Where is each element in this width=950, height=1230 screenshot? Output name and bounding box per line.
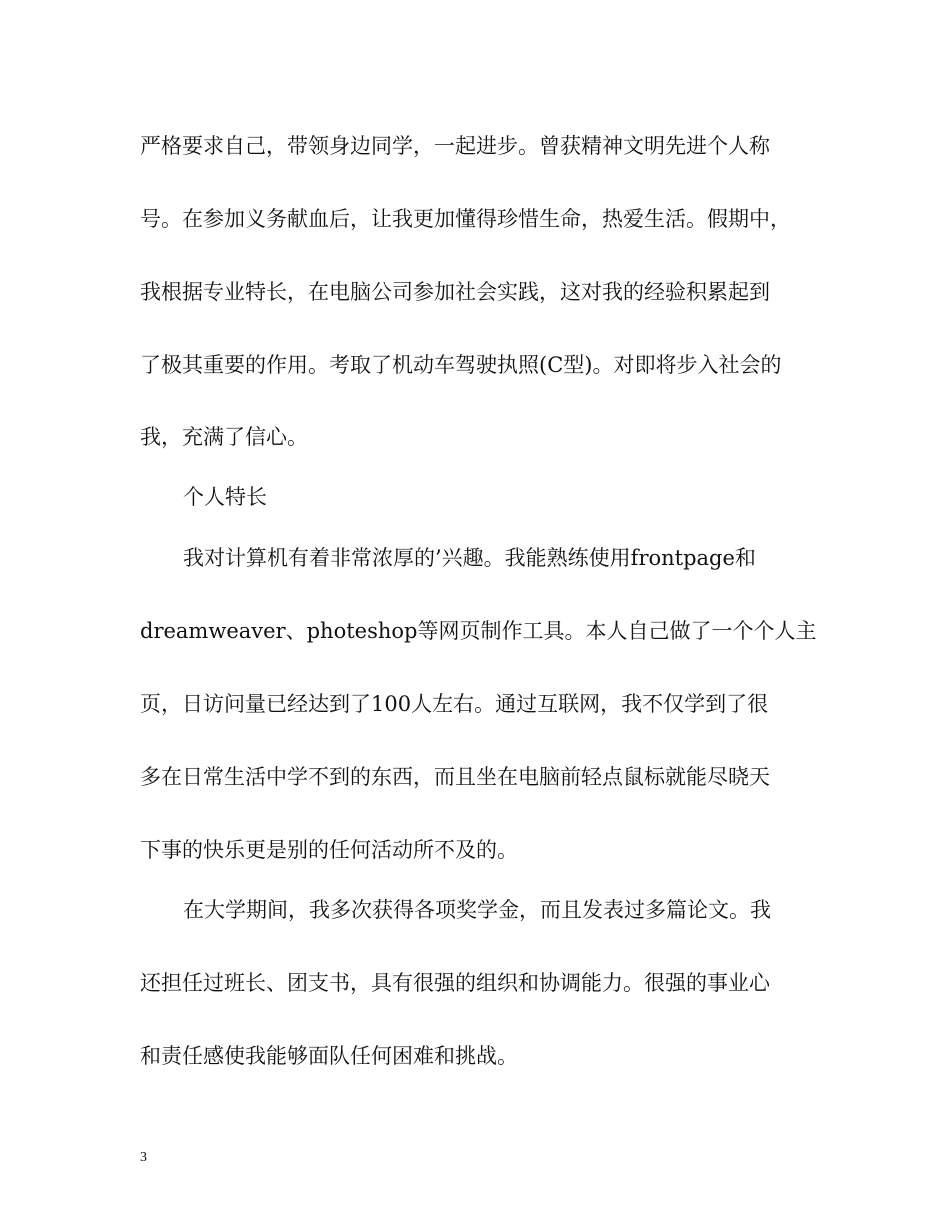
section-heading: 个人特长 <box>183 485 267 509</box>
paragraph-line: 我，充满了信心。 <box>140 425 308 449</box>
paragraph-line: dreamweaver、photeshop等网页制作工具。本人自己做了一个个人主 <box>140 619 817 643</box>
paragraph-line: 严格要求自己，带领身边同学，一起进步。曾获精神文明先进个人称 <box>140 134 770 158</box>
paragraph-line: 了极其重要的作用。考取了机动车驾驶执照(C型)。对即将步入社会的 <box>140 353 782 377</box>
paragraph-line: 还担任过班长、团支书，具有很强的组织和协调能力。很强的事业心 <box>140 971 770 995</box>
paragraph-line: 页，日访问量已经达到了100人左右。通过互联网，我不仅学到了很 <box>140 692 769 716</box>
page-number: 3 <box>140 1150 147 1165</box>
paragraph-line: 号。在参加义务献血后，让我更加懂得珍惜生命，热爱生活。假期中， <box>140 207 791 231</box>
paragraph-line: 下事的快乐更是别的任何活动所不及的。 <box>140 838 518 862</box>
paragraph-line: 我对计算机有着非常浓厚的’兴趣。我能熟练使用frontpage和 <box>183 546 756 570</box>
paragraph-line: 多在日常生活中学不到的东西，而且坐在电脑前轻点鼠标就能尽晓天 <box>140 765 770 789</box>
paragraph-line: 和责任感使我能够面队任何困难和挑战。 <box>140 1044 518 1068</box>
paragraph-line: 在大学期间，我多次获得各项奖学金，而且发表过多篇论文。我 <box>183 898 771 922</box>
paragraph-line: 我根据专业特长，在电脑公司参加社会实践，这对我的经验积累起到 <box>140 280 770 304</box>
